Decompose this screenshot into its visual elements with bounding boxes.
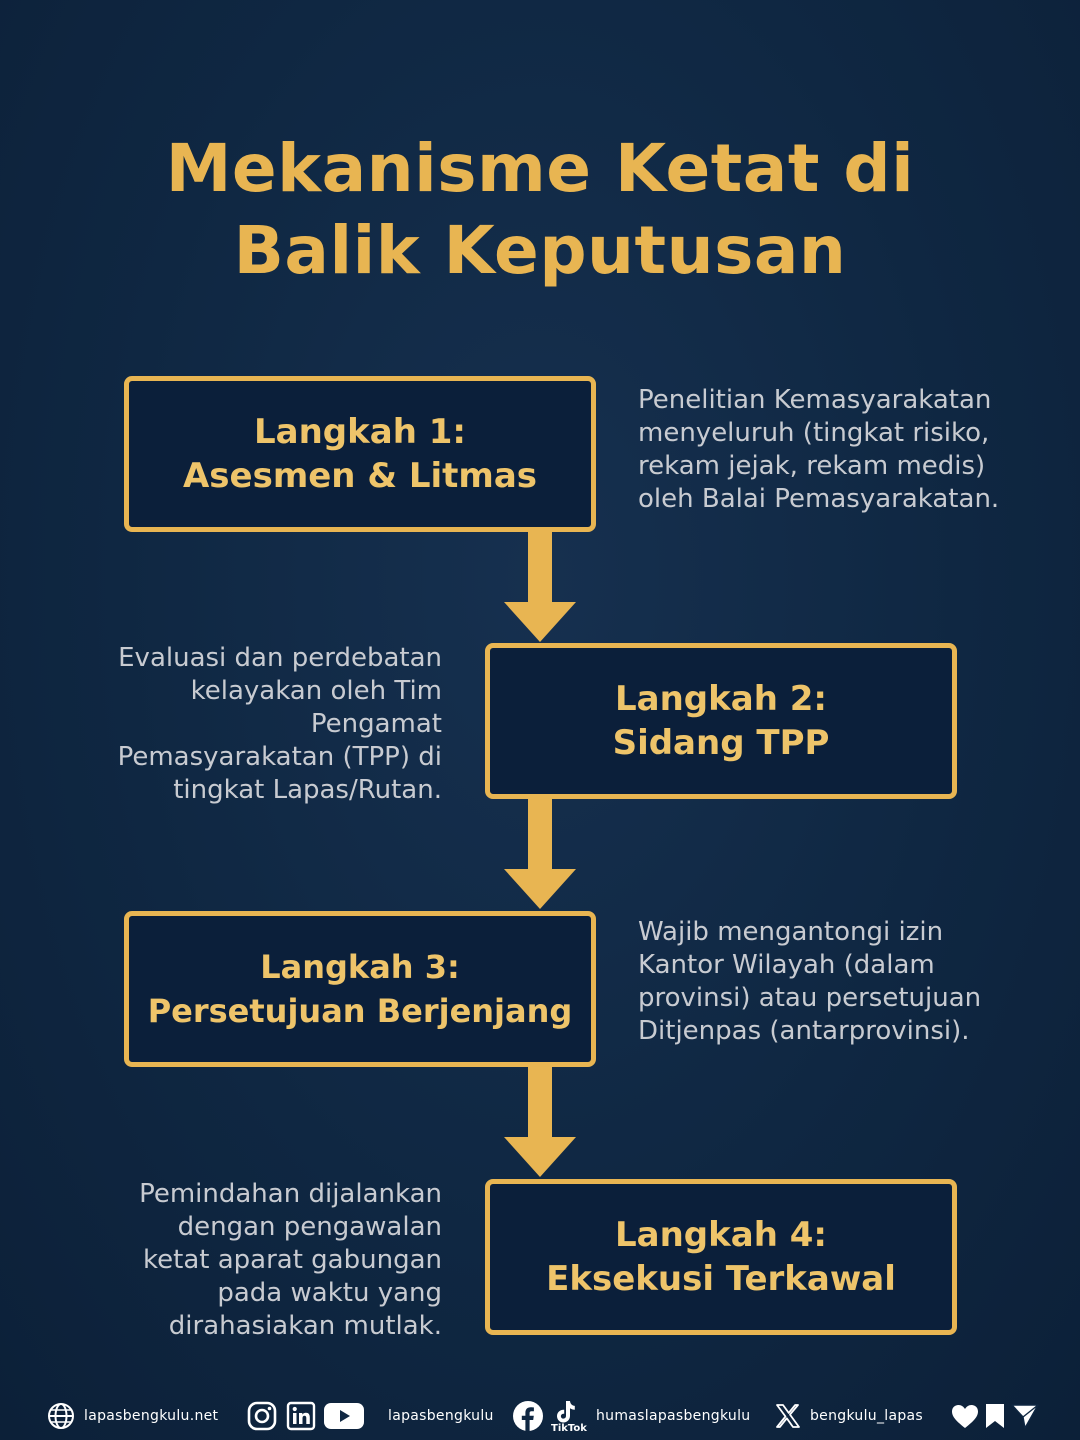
step-1-description-line: menyeluruh (tingkat risiko, — [638, 418, 990, 448]
step-2-description — [90, 642, 442, 807]
step-3-description — [638, 916, 1018, 1048]
step-1-description-line: Penelitian Kemasyarakatan — [638, 385, 992, 415]
title-line-2: Balik Keputusan — [233, 212, 847, 289]
step-3-description-line: Wajib mengantongi izin — [638, 917, 944, 947]
step-4-description-line: dirahasiakan mutlak. — [168, 1311, 442, 1341]
step-1-description-line: rekam jejak, rekam medis) — [638, 451, 986, 481]
step-4-name: Eksekusi Terkawal — [546, 1259, 896, 1299]
tiktok-label: TikTok — [551, 1423, 587, 1434]
website-text: lapasbengkulu.net — [84, 1408, 219, 1424]
footer-facebook-tiktok — [512, 1392, 750, 1440]
step-4-description — [90, 1178, 442, 1343]
step-2-description-line: Evaluasi dan perdebatan — [118, 643, 442, 673]
step-4-description-line: Pemindahan dijalankan — [139, 1179, 442, 1209]
step-3-description-line: provinsi) atau persetujuan — [638, 983, 982, 1013]
x-handle-text: bengkulu_lapas — [810, 1408, 924, 1424]
step-2-label: Langkah 2: — [614, 679, 827, 719]
footer-social-links — [246, 1392, 494, 1440]
step-1-description-line: oleh Balai Pemasyarakatan. — [638, 484, 1000, 514]
step-3-description-line: Kantor Wilayah (dalam — [638, 950, 935, 980]
step-1-box — [124, 376, 596, 532]
step-3-label: Langkah 3: — [260, 948, 460, 986]
instagram-icon[interactable] — [246, 1400, 278, 1432]
facebook-icon[interactable] — [512, 1400, 544, 1432]
step-1-label: Langkah 1: — [253, 412, 466, 452]
step-3-description-line: Ditjenpas (antarprovinsi). — [638, 1016, 970, 1046]
step-3-box — [124, 911, 596, 1067]
facebook-tiktok-handle-text: humaslapasbengkulu — [596, 1408, 751, 1424]
page-title — [0, 128, 1080, 292]
globe-icon — [46, 1401, 76, 1431]
footer-x — [774, 1392, 923, 1440]
social-handle-text: lapasbengkulu — [388, 1408, 494, 1424]
step-4-description-line: dengan pengawalan — [177, 1212, 442, 1242]
step-4-description-line: pada waktu yang — [217, 1278, 442, 1308]
step-4-label: Langkah 4: — [614, 1215, 827, 1255]
footer-website[interactable] — [46, 1392, 218, 1440]
tiktok-icon[interactable] — [548, 1392, 587, 1440]
step-1-description — [638, 384, 1018, 516]
arrow-step-3-to-4 — [500, 1067, 580, 1179]
title-line-1: Mekanisme Ketat di — [165, 130, 915, 207]
step-2-description-line: Pemasyarakatan (TPP) di — [117, 742, 442, 772]
linkedin-icon[interactable] — [286, 1401, 316, 1431]
youtube-icon[interactable] — [324, 1402, 364, 1430]
footer-actions — [950, 1392, 1040, 1440]
heart-icon[interactable] — [950, 1402, 980, 1430]
step-4-box — [485, 1179, 957, 1335]
arrow-step-1-to-2 — [500, 532, 580, 644]
send-icon[interactable] — [1010, 1402, 1040, 1430]
footer-bar — [0, 1392, 1080, 1440]
step-2-box — [485, 643, 957, 799]
x-icon[interactable] — [774, 1402, 802, 1430]
step-3-name: Persetujuan Berjenjang — [147, 992, 573, 1030]
step-2-name: Sidang TPP — [612, 723, 830, 763]
bookmark-icon[interactable] — [984, 1402, 1006, 1430]
arrow-step-2-to-3 — [500, 799, 580, 911]
step-1-name: Asesmen & Litmas — [182, 456, 538, 496]
step-2-description-line: Pengamat — [310, 709, 442, 739]
step-4-description-line: ketat aparat gabungan — [143, 1245, 442, 1275]
step-2-description-line: tingkat Lapas/Rutan. — [173, 775, 442, 805]
step-2-description-line: kelayakan oleh Tim — [190, 676, 442, 706]
